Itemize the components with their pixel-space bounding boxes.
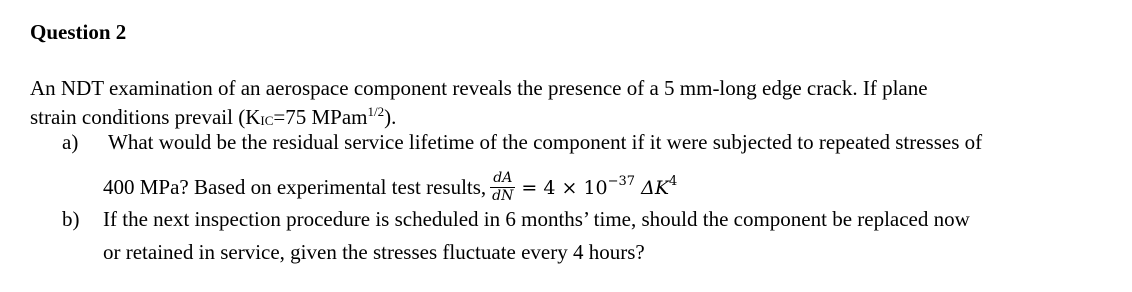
- part-a-line-1: [62, 129, 982, 155]
- intro-line-2-value: =75 MPam: [273, 105, 368, 129]
- equation-power: 4: [669, 174, 678, 189]
- part-b-question-text: If the next inspection procedure is scheduled in 6 months’ time, should the component be replaced now: [103, 207, 970, 231]
- part-a-question-text: What would be the residual service lifetime of the component if it were subjected to repeated stresses of: [108, 130, 983, 154]
- exponent-superscript: 1/2: [367, 104, 385, 119]
- fraction-numerator: dA: [490, 171, 515, 188]
- question-heading: Question 2: [30, 20, 127, 44]
- da-dn-fraction: [490, 171, 515, 204]
- equation-delta-k: ΔK: [641, 177, 670, 199]
- part-b-line-2: or retained in service, given the stresses fluctuate every 4 hours?: [103, 240, 645, 264]
- intro-line-1: An NDT examination of an aerospace component reveals the presence of a 5 mm-long edge crack. If plane: [30, 76, 928, 100]
- equation-exponent: −37: [607, 174, 636, 189]
- part-b-marker: b): [62, 207, 80, 231]
- part-a-line-2-text: 400 MPa? Based on experimental test results,: [103, 175, 487, 199]
- equation-rhs: [521, 174, 678, 199]
- intro-line-2-end: ).: [384, 105, 397, 129]
- intro-line-2-text: strain conditions prevail (K: [30, 105, 261, 129]
- equation-coefficient: = 4 × 10: [521, 177, 608, 199]
- part-b-line-1: [62, 206, 970, 232]
- kic-subscript: IC: [260, 113, 274, 128]
- part-a-marker: a): [62, 130, 79, 154]
- fraction-denominator: dN: [492, 187, 514, 204]
- part-a-line-2: [103, 169, 677, 206]
